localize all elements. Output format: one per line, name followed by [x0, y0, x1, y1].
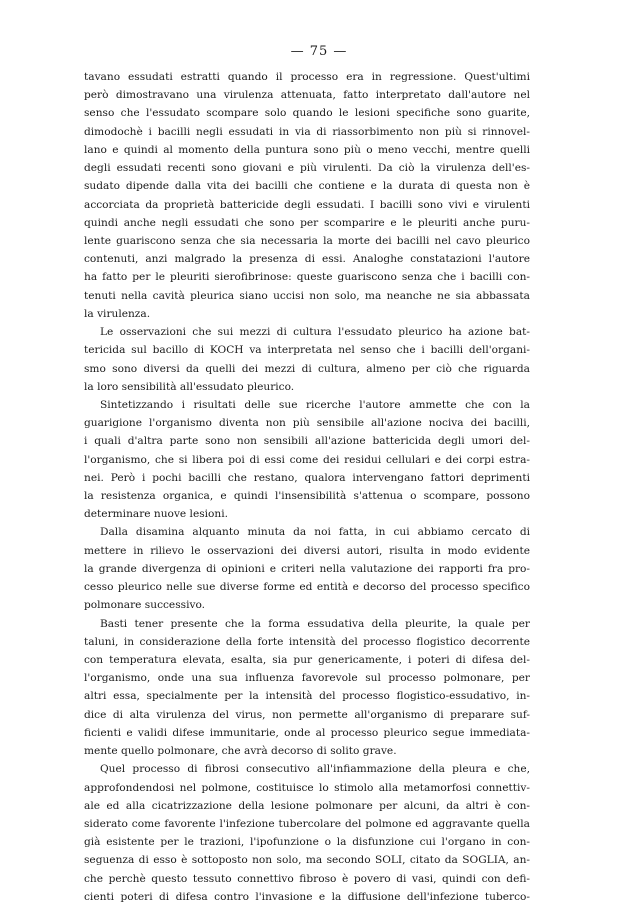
text-line: nei. Però i pochi bacilli che restano, qualora intervengano fattori deprimenti — [84, 471, 530, 484]
text-line: tericida sul bacillo di KOCH va interpretata nel senso che i bacilli dell'organi- — [84, 344, 530, 357]
text-line: Sintetizzando i risultati delle sue ricerche l'autore ammette che con la — [100, 398, 530, 411]
text-line: ficienti e validi difese immunitarie, onde al processo pleurico segue immediata- — [84, 726, 530, 739]
text-line: Le osservazioni che sui mezzi di cultura l'essudato pleurico ha azione bat- — [100, 326, 530, 339]
text-line: lano e quindi al momento della puntura sono più o meno vecchi, mentre quelli — [84, 143, 530, 156]
text-line: l'organismo, che si libera poi di essi come dei residui cellulari e dei corpi estra- — [84, 453, 530, 466]
text-line: senso che l'essudato scompare solo quando le lesioni specifiche sono guarite, — [84, 107, 530, 120]
text-line: determinare nuove lesioni. — [84, 508, 228, 521]
text-line: ale ed alla cicatrizzazione della lesione polmonare per alcuni, da altri è con- — [84, 799, 530, 812]
text-line: lente guariscono senza che sia necessaria la morte dei bacilli nel cavo pleurico — [84, 234, 530, 247]
text-line: Quel processo di fibrosi consecutivo all'infiammazione della pleura e che, — [100, 763, 530, 776]
text-line: seguenza di esso è sottoposto non solo, ma secondo SOLI, citato da SOGLIA, an- — [84, 854, 530, 867]
text-line: la grande divergenza di opinioni e criteri nella valutazione dei rapporti fra pro- — [84, 562, 530, 575]
text-line: la loro sensibilità all'essudato pleurico. — [84, 380, 295, 393]
text-line: taluni, in considerazione della forte intensità del processo flogistico decorrente — [84, 635, 530, 648]
text-line: già esistente per le trazioni, l'ipofunzione o la disfunzione cui l'organo in con- — [84, 836, 530, 849]
text-line: l'organismo, onde una sua influenza favorevole sul processo polmonare, per — [84, 672, 530, 685]
text-line: siderato come favorente l'infezione tubercolare del polmone ed aggravante quella — [84, 817, 530, 830]
text-line: cienti poteri di difesa contro l'invasione e la diffusione dell'infezione tuberco- — [84, 890, 530, 903]
text-line: mente quello polmonare, che avrà decorso di solito grave. — [84, 745, 397, 758]
text-line: smo sono diversi da quelli dei mezzi di cultura, almeno per ciò che riguarda — [84, 362, 530, 375]
text-line: con temperatura elevata, esalta, sia pur genericamente, i poteri di difesa del- — [84, 654, 530, 666]
text-line: la resistenza organica, e quindi l'insensibilità s'attenua o scompare, possono — [84, 490, 530, 503]
text-line: sudato dipende dalla vita dei bacilli che contiene e la durata di questa non è — [84, 180, 530, 193]
text-line: polmonare successivo. — [84, 599, 206, 612]
text-line: ha fatto per le pleuriti sierofibrinose: queste guariscono senza che i bacilli con- — [84, 271, 530, 284]
text-line: degli essudati recenti sono giovani e più virulenti. Da ciò la virulenza dell'es- — [84, 162, 530, 175]
text-line: però dimostravano una virulenza attenuata, fatto interpretato dall'autore nel — [84, 89, 530, 102]
text-line: tavano essudati estratti quando il processo era in regressione. Quest'ultimi — [84, 71, 530, 83]
text-line: dimodochè i bacilli negli essudati in via di riassorbimento non più si rinnovel- — [84, 125, 530, 138]
text-line: tenuti nella cavità pleurica siano uccisi non solo, ma neanche ne sia abbassata — [84, 289, 530, 302]
text-line: dice di alta virulenza del virus, non permette all'organismo di preparare suf- — [84, 708, 530, 721]
text-line: guarigione l'organismo diventa non più sensibile all'azione nociva dei bacilli, — [84, 417, 530, 430]
text-line: i quali d'altra parte sono non sensibili all'azione battericida degli umori del- — [84, 435, 530, 448]
text-line: che perchè questo tessuto connettivo fibroso è povero di vasi, quindi con defi- — [84, 872, 530, 885]
text-line: cesso pleurico nelle sue diverse forme ed entità e decorso del processo specifico — [84, 581, 530, 594]
text-line: approfondendosi nel polmone, costituisce lo stimolo alla metamorfosi connettiv- — [84, 781, 530, 794]
text-line: quindi anche negli essudati che sono per scomparire e le pleuriti anche puru- — [84, 216, 530, 229]
text-line: accorciata da proprietà battericide degli essudati. I bacilli sono vivi e virulenti — [84, 198, 530, 211]
text-line: mettere in rilievo le osservazioni dei diversi autori, risulta in modo evidente — [84, 544, 530, 557]
text-line: altri essa, specialmente per la intensità del processo flogistico-essudativo, in- — [84, 690, 530, 703]
text-line: la virulenza. — [84, 307, 151, 320]
body-text — [84, 68, 530, 906]
text-line: contenuti, anzi malgrado la presenza di essi. Analoghe constatazioni l'autore — [84, 253, 530, 266]
text-line: Dalla disamina alquanto minuta da noi fatta, in cui abbiamo cercato di — [100, 526, 530, 539]
page-number: — 75 — — [290, 44, 348, 59]
text-line: Basti tener presente che la forma essudativa della pleurite, la quale per — [100, 617, 530, 630]
